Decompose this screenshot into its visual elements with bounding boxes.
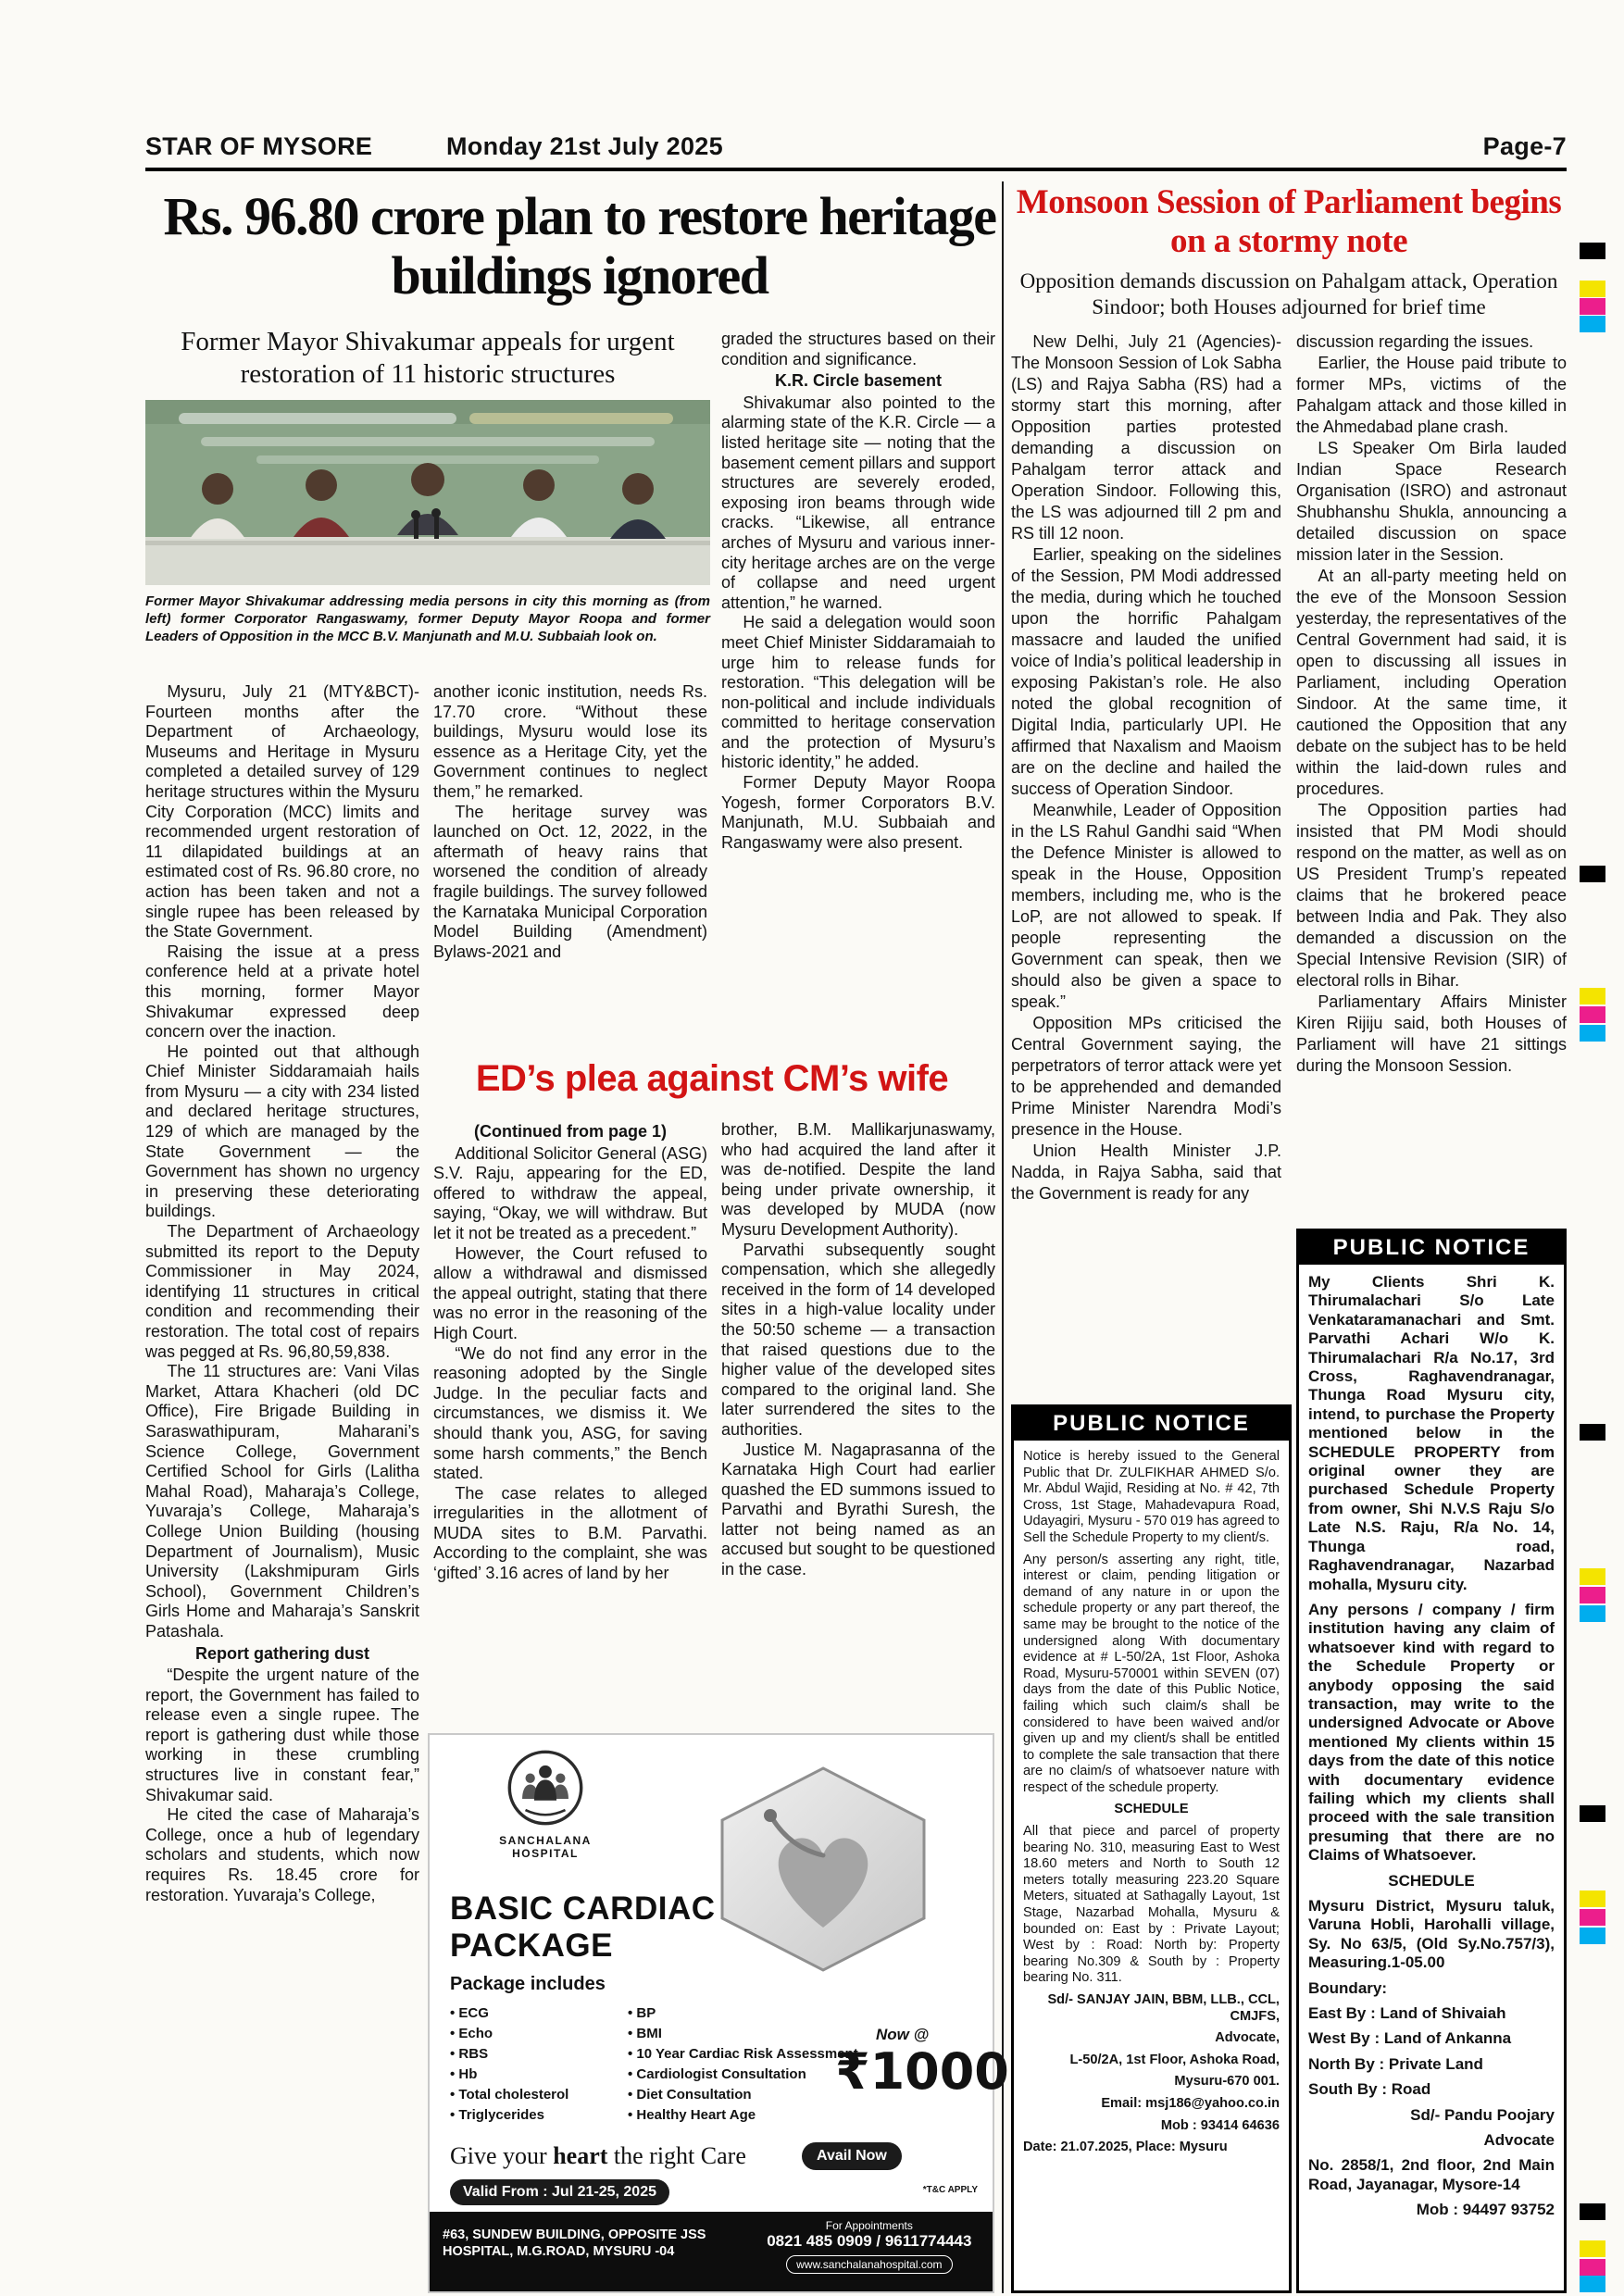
article-paragraph: another iconic institution, needs Rs. 17.70 crore. “Without these buildings, Mysuru would lose its essence as a Heritage City, yet the Government continues to neglect them,” he remarked. bbox=[433, 682, 707, 801]
hospital-name: SANCHALANA HOSPITAL bbox=[499, 1834, 592, 1860]
article-paragraph: “We do not find any error in the reasoning adopted by the Single Judge. In the peculiar facts and circumstances, we dismiss it. We should thank you, ASG, for saving some harsh comments,” the Bench stated. bbox=[433, 1343, 707, 1483]
public-notice-2 bbox=[1296, 1229, 1567, 2293]
ed-article-headline: ED’s plea against CM’s wife bbox=[475, 1058, 949, 1099]
registration-mark bbox=[1580, 1928, 1605, 1944]
registration-mark bbox=[1580, 1890, 1605, 1907]
notice-paragraph: My Clients Shri K. Thirumalachari S/o Late Venkataramanachari and Smt. Parvathi Achari W/o K. Thirumalachari R/a No.17, 3rd Cross, Raghavendranagar, Thunga Road Mysuru city, intend, to purchase the Property mentioned below in the SCHEDULE PROPERTY from original owner they are purchased Schedule Property from owner, Shi N.V.S Raju S/o Late N.S. Raju, R/a No. 14, Thunga road, Raghavendranagar, Nazarbad mohalla, Mysuru city. bbox=[1308, 1273, 1555, 1593]
registration-mark bbox=[1580, 1424, 1605, 1441]
cardiac-package-ad bbox=[428, 1733, 1009, 2293]
package-item: • BP bbox=[628, 2003, 915, 2024]
notice-paragraph: SCHEDULE bbox=[1388, 1871, 1475, 1890]
page-number: Page-7 bbox=[1482, 132, 1567, 160]
ed-article-column-1 bbox=[433, 1120, 707, 1722]
article-paragraph: He pointed out that although Chief Minister Siddaramaiah hails from Mysuru — a city with 234 listed and declared heritage structures, 129 of which are managed by the State Government — the Government has shown no urgency in preserving these deteriorating buildings. bbox=[145, 1042, 419, 1221]
hospital-address: #63, SUNDEW BUILDING, OPPOSITE JSS HOSPITAL, M.G.ROAD, MYSURU -04 bbox=[443, 2227, 706, 2259]
article-paragraph: New Delhi, July 21 (Agencies)- The Monsoon Session of Lok Sabha (LS) and Rajya Sabha (RS) had a stormy start this morning, after Opposition parties protested demanding a discussion on Pahalgam terror attack and Operation Sindoor. Following this, the LS was adjourned till 2 pm and RS till 12 noon. bbox=[1011, 332, 1281, 543]
notice-paragraph: Boundary: bbox=[1308, 1978, 1387, 1997]
article-paragraph: K.R. Circle basement bbox=[774, 371, 943, 391]
article-column-3 bbox=[721, 330, 995, 1052]
notice-paragraph: No. 2858/1, 2nd floor, 2nd Main Road, Jayanagar, Mysore-14 bbox=[1308, 2156, 1555, 2193]
article-paragraph: Former Deputy Mayor Roopa Yogesh, former Corporators B.V. Manjunath, M.U. Subbaiah and Rangaswamy were also present. bbox=[721, 773, 995, 852]
notice-paragraph: East By : Land of Shivaiah bbox=[1308, 2004, 1506, 2023]
website-pill: www.sanchalanahospital.com bbox=[786, 2255, 952, 2274]
photo-caption: Former Mayor Shivakumar addressing media persons in city this morning as (from left) former Corporator Rangaswamy, former Deputy Mayor Roopa and former Leaders of Opposition in the MCC B.V. Manjunath and M.U. Subbaiah look on. bbox=[145, 593, 710, 644]
notice-paragraph: Email: msj186@yahoo.co.in bbox=[1101, 2095, 1280, 2111]
notice-paragraph: Advocate, bbox=[1215, 2030, 1280, 2046]
article-paragraph: Report gathering dust bbox=[195, 1643, 369, 1663]
package-includes-label: Package includes bbox=[450, 1974, 606, 1994]
article-paragraph: The Department of Archaeology submitted its report to the Deputy Commissioner in May 2024, identifying 11 structures in critical condition and recommending their restoration. The total cost of repairs was pegged at Rs. 96,80,59,838. bbox=[145, 1222, 419, 1361]
article-paragraph: Shivakumar also pointed to the alarming state of the K.R. Circle — a listed heritage site — noting that the basement cement pillars and support structures are severely eroded, exposing iron beams through wide cracks. “Likewise, all entrance arches of Mysuru and various inner-city heritage arches are on the verge of collapse and need urgent attention,” he warned. bbox=[721, 393, 995, 612]
price-prefix: Now @ bbox=[876, 2026, 930, 2043]
notice-paragraph: Notice is hereby issued to the General Public that Dr. ZULFIKHAR AHMED S/o. Mr. Abdul Wajid, Residing at No. # 42, 7th Cross, 1st Stage, Mahadevapura Road, Udayagiri, Mysuru - 570 019 has agreed to Sell the Schedule Property to my client/s. bbox=[1023, 1449, 1280, 1545]
ad-contact-block bbox=[746, 2212, 993, 2291]
package-item: • BMI bbox=[628, 2024, 915, 2044]
registration-mark bbox=[1580, 1605, 1605, 1622]
main-headline: Rs. 96.80 crore plan to restore heritage buildings ignored bbox=[163, 186, 996, 306]
hospital-logo bbox=[476, 1748, 615, 1860]
page-header bbox=[145, 126, 1567, 161]
article-paragraph: The case relates to alleged irregularities in the allotment of MUDA sites to B.M. Parvathi. According to the complaint, she was ‘gifted’ 3.16 acres of land by her bbox=[433, 1483, 707, 1583]
article-paragraph: Mysuru, July 21 (MTY&BCT)- Fourteen months after the Department of Archaeology, Museums and Heritage in Mysuru completed a detailed survey of 129 heritage structures within the Mysuru City Corporation (MCC) limits and recommended urgent restoration of 11 dilapidated buildings at an estimated cost of Rs. 96.80 crore, no action has been taken and not a single rupee has been released by the State Government. bbox=[145, 682, 419, 942]
notice-paragraph: Any persons / company / firm institution having any claim of whatsoever kind with regard to the Schedule Property or anybody opposing the said transaction, may write to the undersigned Advocate or Above mentioned My clients within 15 days from the date of this notice with documentary evidence failing which my clients shall proceed with the sale transition presuming that there are no Claims of Whatsoever. bbox=[1308, 1600, 1555, 1865]
notice-paragraph: Sd/- Pandu Poojary bbox=[1410, 2105, 1555, 2124]
registration-mark bbox=[1580, 2240, 1605, 2257]
registration-marks bbox=[1580, 0, 1607, 2296]
notice-paragraph: SCHEDULE bbox=[1114, 1802, 1189, 1817]
package-item: • 10 Year Cardiac Risk Assessment bbox=[628, 2044, 915, 2065]
article-paragraph: The 11 structures are: Vani Vilas Market, Attara Khacheri (old DC Office), Fire Brigade Building in Saraswathipuram, Maharani’s Science College, Government Certified School for Girls (Lalitha Mahal Road), Maharaja’s College, Yuvaraja’s College, Maharaja’s College Union Building (housing Department of Journalism), Music University (Lakshmipuram Girls School), Government Children’s Girls Home and Maharaja’s Sanskrit Patashala. bbox=[145, 1362, 419, 1641]
avail-now-badge: Avail Now bbox=[802, 2142, 902, 2170]
package-item: • Diet Consultation bbox=[628, 2085, 915, 2105]
registration-mark bbox=[1580, 2276, 1605, 2292]
appointments-label: For Appointments bbox=[825, 2219, 913, 2232]
registration-mark bbox=[1580, 1568, 1605, 1585]
article-paragraph: Meanwhile, Leader of Opposition in the LS Rahul Gandhi said “When the Defence Minister is allowed to speak in the House, Opposition members, including me, who is the LoP, are not allowed to speak. If people representing the Government can speak, then we should also be given a space to speak.” bbox=[1011, 801, 1281, 1011]
validity-badge: Valid From : Jul 21-25, 2025 bbox=[450, 2179, 669, 2205]
package-item: • Echo bbox=[450, 2024, 626, 2044]
phone-numbers: 0821 485 0909 / 9611774443 bbox=[767, 2232, 972, 2250]
package-item: • ECG bbox=[450, 2003, 626, 2024]
monsoon-column-1 bbox=[1011, 331, 1281, 1396]
article-paragraph: (Continued from page 1) bbox=[474, 1122, 667, 1141]
article-paragraph: However, the Court refused to allow a withdrawal and dismissed the appeal outright, stating that there was no error in the reasoning of the High Court. bbox=[433, 1243, 707, 1342]
masthead: STAR OF MYSORE bbox=[145, 132, 373, 160]
public-notice-2-body bbox=[1299, 1265, 1564, 2235]
registration-mark bbox=[1580, 243, 1605, 259]
ad-footer-bar bbox=[430, 2212, 993, 2291]
registration-mark bbox=[1580, 2203, 1605, 2220]
article-paragraph: He cited the case of Maharaja’s College, once a hub of legendary scholars and students, which now requires Rs. 18.45 crore for restoration. Yuvaraja’s College, bbox=[145, 1805, 419, 1904]
article-paragraph: Additional Solicitor General (ASG) S.V. Raju, appearing for the ED, offered to withdraw the appeal, saying, “Okay, we will withdraw. But let it not be treated as a precedent.” bbox=[433, 1143, 707, 1242]
article-paragraph: He said a delegation would soon meet Chief Minister Siddaramaiah to urge him to release funds for restoration. “This delegation will be non-political and include individuals committed to heritage conservation and the protection of Mysuru’s historic identity,” he added. bbox=[721, 613, 995, 772]
notice-paragraph: Advocate bbox=[1483, 2131, 1555, 2150]
article-paragraph: discussion regarding the issues. bbox=[1296, 332, 1534, 351]
registration-mark bbox=[1580, 1805, 1605, 1822]
public-notice-1 bbox=[1011, 1404, 1292, 2293]
article-column-2 bbox=[433, 682, 707, 1053]
monsoon-headline: Monsoon Session of Parliament begins on a stormy note bbox=[1016, 183, 1562, 260]
article-paragraph: Earlier, speaking on the sidelines of the Session, PM Modi addressed the media, during which he touched upon the horrific Pahalgam massacre and lauded the unified voice of India’s political leadership in exposing Pakistan’s role. He also noted the global recognition of Digital India, particularly UPI. He affirmed that Naxalism and Maoism are on the decline and hailed the success of Operation Sindoor. bbox=[1011, 545, 1281, 798]
monsoon-column-2 bbox=[1296, 331, 1567, 1220]
price: ₹1000 bbox=[835, 2042, 1009, 2101]
package-item: • Cardiologist Consultation bbox=[628, 2065, 915, 2085]
column-divider bbox=[1002, 181, 1004, 2293]
press-conference-photo bbox=[145, 400, 710, 585]
article-paragraph: Union Health Minister J.P. Nadda, in Rajya Sabha, said that the Government is ready for any bbox=[1011, 1142, 1281, 1203]
public-notice-1-body bbox=[1014, 1441, 1289, 2170]
registration-mark bbox=[1580, 1909, 1605, 1926]
notice-paragraph: All that piece and parcel of property bearing No. 310, measuring East to West 18.60 meters and North to South 12 meters totally measuring 223.20 Square Meters, situated at Sathagally Layout, 1st Stage, Nazarbad Mohalla, Mysuru & bounded on: East by : Private Layout; West by : Road: North by: Property bearing No.309 & South by : Property bearing No. 311. bbox=[1023, 1824, 1280, 1986]
sanchalana-logo-icon bbox=[506, 1748, 585, 1828]
ad-title-line2: PACKAGE bbox=[450, 1928, 613, 1964]
article-column-1 bbox=[145, 682, 419, 2293]
article-paragraph: Justice M. Nagaprasanna of the Karnataka High Court had earlier quashed the ED summons issued to Parvathi and Byrathi Suresh, the latter not being named as an accused but sought to be questioned in the case. bbox=[721, 1440, 995, 1579]
registration-mark bbox=[1580, 1025, 1605, 1042]
article-paragraph: At an all-party meeting held on the eve of the Monsoon Session yesterday, the representatives of the Central Government had said, it is open to discussing all issues in Parliament, including Operation Sindoor. At the same time, it cautioned the Opposition that any debate on the subject has to be held within the laid-down rules and procedures. bbox=[1296, 567, 1567, 798]
notice-paragraph: Date: 21.07.2025, Place: Mysuru bbox=[1023, 2140, 1228, 2155]
ad-title-line1: BASIC CARDIAC bbox=[450, 1890, 716, 1927]
terms-note: *T&C APPLY bbox=[922, 2185, 978, 2195]
article-paragraph: The heritage survey was launched on Oct. 12, 2022, in the aftermath of heavy rains that worsened the condition of already fragile buildings. The survey followed the Karnataka Municipal Corporation Model Building (Amendment) Bylaws-2021 and bbox=[433, 802, 707, 961]
monsoon-deck: Opposition demands discussion on Pahalgam attack, Operation Sindoor; both Houses adjourned for brief time bbox=[1019, 269, 1558, 318]
package-item: • Healthy Heart Age bbox=[628, 2105, 915, 2126]
article-paragraph: Raising the issue at a press conference held at a private hotel this morning, former Mayor Shivakumar expressed deep concern over the inaction. bbox=[145, 942, 419, 1042]
issue-date: Monday 21st July 2025 bbox=[446, 132, 723, 160]
notice-paragraph: South By : Road bbox=[1308, 2080, 1431, 2099]
registration-mark bbox=[1580, 316, 1605, 332]
registration-mark bbox=[1580, 988, 1605, 1004]
public-notice-1-title: PUBLIC NOTICE bbox=[1014, 1407, 1289, 1441]
registration-mark bbox=[1580, 281, 1605, 297]
notice-paragraph: North By : Private Land bbox=[1308, 2054, 1483, 2073]
article-paragraph: Parliamentary Affairs Minister Kiren Rijiju said, both Houses of Parliament will have 21 sittings during the Monsoon Session. bbox=[1296, 992, 1567, 1075]
article-paragraph: “Despite the urgent nature of the report, the Government has failed to release even a single rupee. The report is gathering dust while those working in these crumbling structures live in constant fear,” Shivakumar said. bbox=[145, 1666, 419, 1804]
article-paragraph: LS Speaker Om Birla lauded Indian Space Research Organisation (ISRO) and astronaut Shubhanshu Shukla, announcing a detailed discussion on space mission later in the Session. bbox=[1296, 439, 1567, 564]
package-item: • RBS bbox=[450, 2044, 626, 2065]
article-paragraph: Earlier, the House paid tribute to former MPs, victims of the Pahalgam attack and those killed in the Ahmedabad plane crash. bbox=[1296, 354, 1567, 436]
article-paragraph: brother, B.M. Mallikarjunaswamy, who had acquired the land after it was de-notified. Despite the land being under private ownership, it was developed by MUDA (now Mysuru Development Authority). bbox=[721, 1120, 995, 1239]
notice-paragraph: Sd/- SANJAY JAIN, BBM, LLB., CCL, CMJFS, bbox=[1047, 1992, 1280, 2024]
registration-mark bbox=[1580, 298, 1605, 315]
public-notice-2-title: PUBLIC NOTICE bbox=[1299, 1231, 1564, 1265]
registration-mark bbox=[1580, 1006, 1605, 1023]
heart-photo-hexagon bbox=[707, 1763, 939, 1976]
package-item: • Hb bbox=[450, 2065, 626, 2085]
tagline-heart: heart bbox=[553, 2142, 608, 2169]
registration-mark bbox=[1580, 2259, 1605, 2276]
registration-mark bbox=[1580, 1587, 1605, 1603]
notice-paragraph: Mysuru-670 001. bbox=[1174, 2074, 1280, 2090]
header-rule bbox=[145, 168, 1567, 171]
registration-mark bbox=[1580, 866, 1605, 882]
article-paragraph: Opposition MPs criticised the Central Government saying, the perpetrators of terror attack were yet to be apprehended and demanded Prime Minister Narendra Modi’s presence in the House. bbox=[1011, 1014, 1281, 1139]
heart-icon bbox=[707, 1763, 939, 1976]
package-items-left bbox=[450, 2003, 626, 2126]
article-paragraph: Parvathi subsequently sought compensation, which she allegedly received in the form of 14 developed sites in a high-value locality under the 50:50 scheme — a transaction that raised questions due to the higher value of the developed sites compared to the original land. She later surrendered the sites to the authorities. bbox=[721, 1240, 995, 1439]
press-photo-image bbox=[145, 400, 710, 585]
package-item: • Triglycerides bbox=[450, 2105, 626, 2126]
package-item: • Total cholesterol bbox=[450, 2085, 626, 2105]
main-subhead: Former Mayor Shivakumar appeals for urgent restoration of 11 historic structures bbox=[181, 327, 675, 389]
notice-paragraph: Mob : 94497 93752 bbox=[1416, 2201, 1555, 2219]
ed-article-column-2 bbox=[721, 1120, 995, 1722]
notice-paragraph: Mysuru District, Mysuru taluk, Varuna Hobli, Harohalli village, Sy. No 63/5, (Old Sy.No.757/3), Measuring.1-05.00 bbox=[1308, 1897, 1555, 1972]
tagline-pre: Give your bbox=[450, 2142, 554, 2169]
notice-paragraph: Mob : 93414 64636 bbox=[1160, 2117, 1280, 2133]
notice-paragraph: West By : Land of Ankanna bbox=[1308, 2029, 1512, 2048]
ad-tagline bbox=[450, 2142, 746, 2170]
article-paragraph: The Opposition parties had insisted that PM Modi should respond on the matter, as well as on US President Trump’s repeated claims that he brokered peace between India and Pak. They also demanded a discussion on the Special Intensive Revision (SIR) of electoral rolls in Bihar. bbox=[1296, 801, 1567, 990]
notice-paragraph: Any person/s asserting any right, title, interest or claim, pending litigation or demand of any nature in or upon the schedule property or any part thereof, the same may be brought to the notice of the undersigned along With documentary evidence at # L-50/2A, 1st Floor, Ashoka Road, Mysuru-570001 within SEVEN (07) days from the date of this Public Notice, failing which such claim/s shall be considered to have been waived and/or given up and my client/s shall be entitled to complete the sale transaction that there are no claim/s of whatsoever nature with respect of the schedule property. bbox=[1023, 1552, 1280, 1795]
article-paragraph: graded the structures based on their condition and significance. bbox=[721, 330, 995, 368]
ad-title bbox=[450, 1890, 716, 1965]
tagline-post: the right Care bbox=[607, 2142, 746, 2169]
notice-paragraph: L-50/2A, 1st Floor, Ashoka Road, bbox=[1069, 2052, 1280, 2067]
